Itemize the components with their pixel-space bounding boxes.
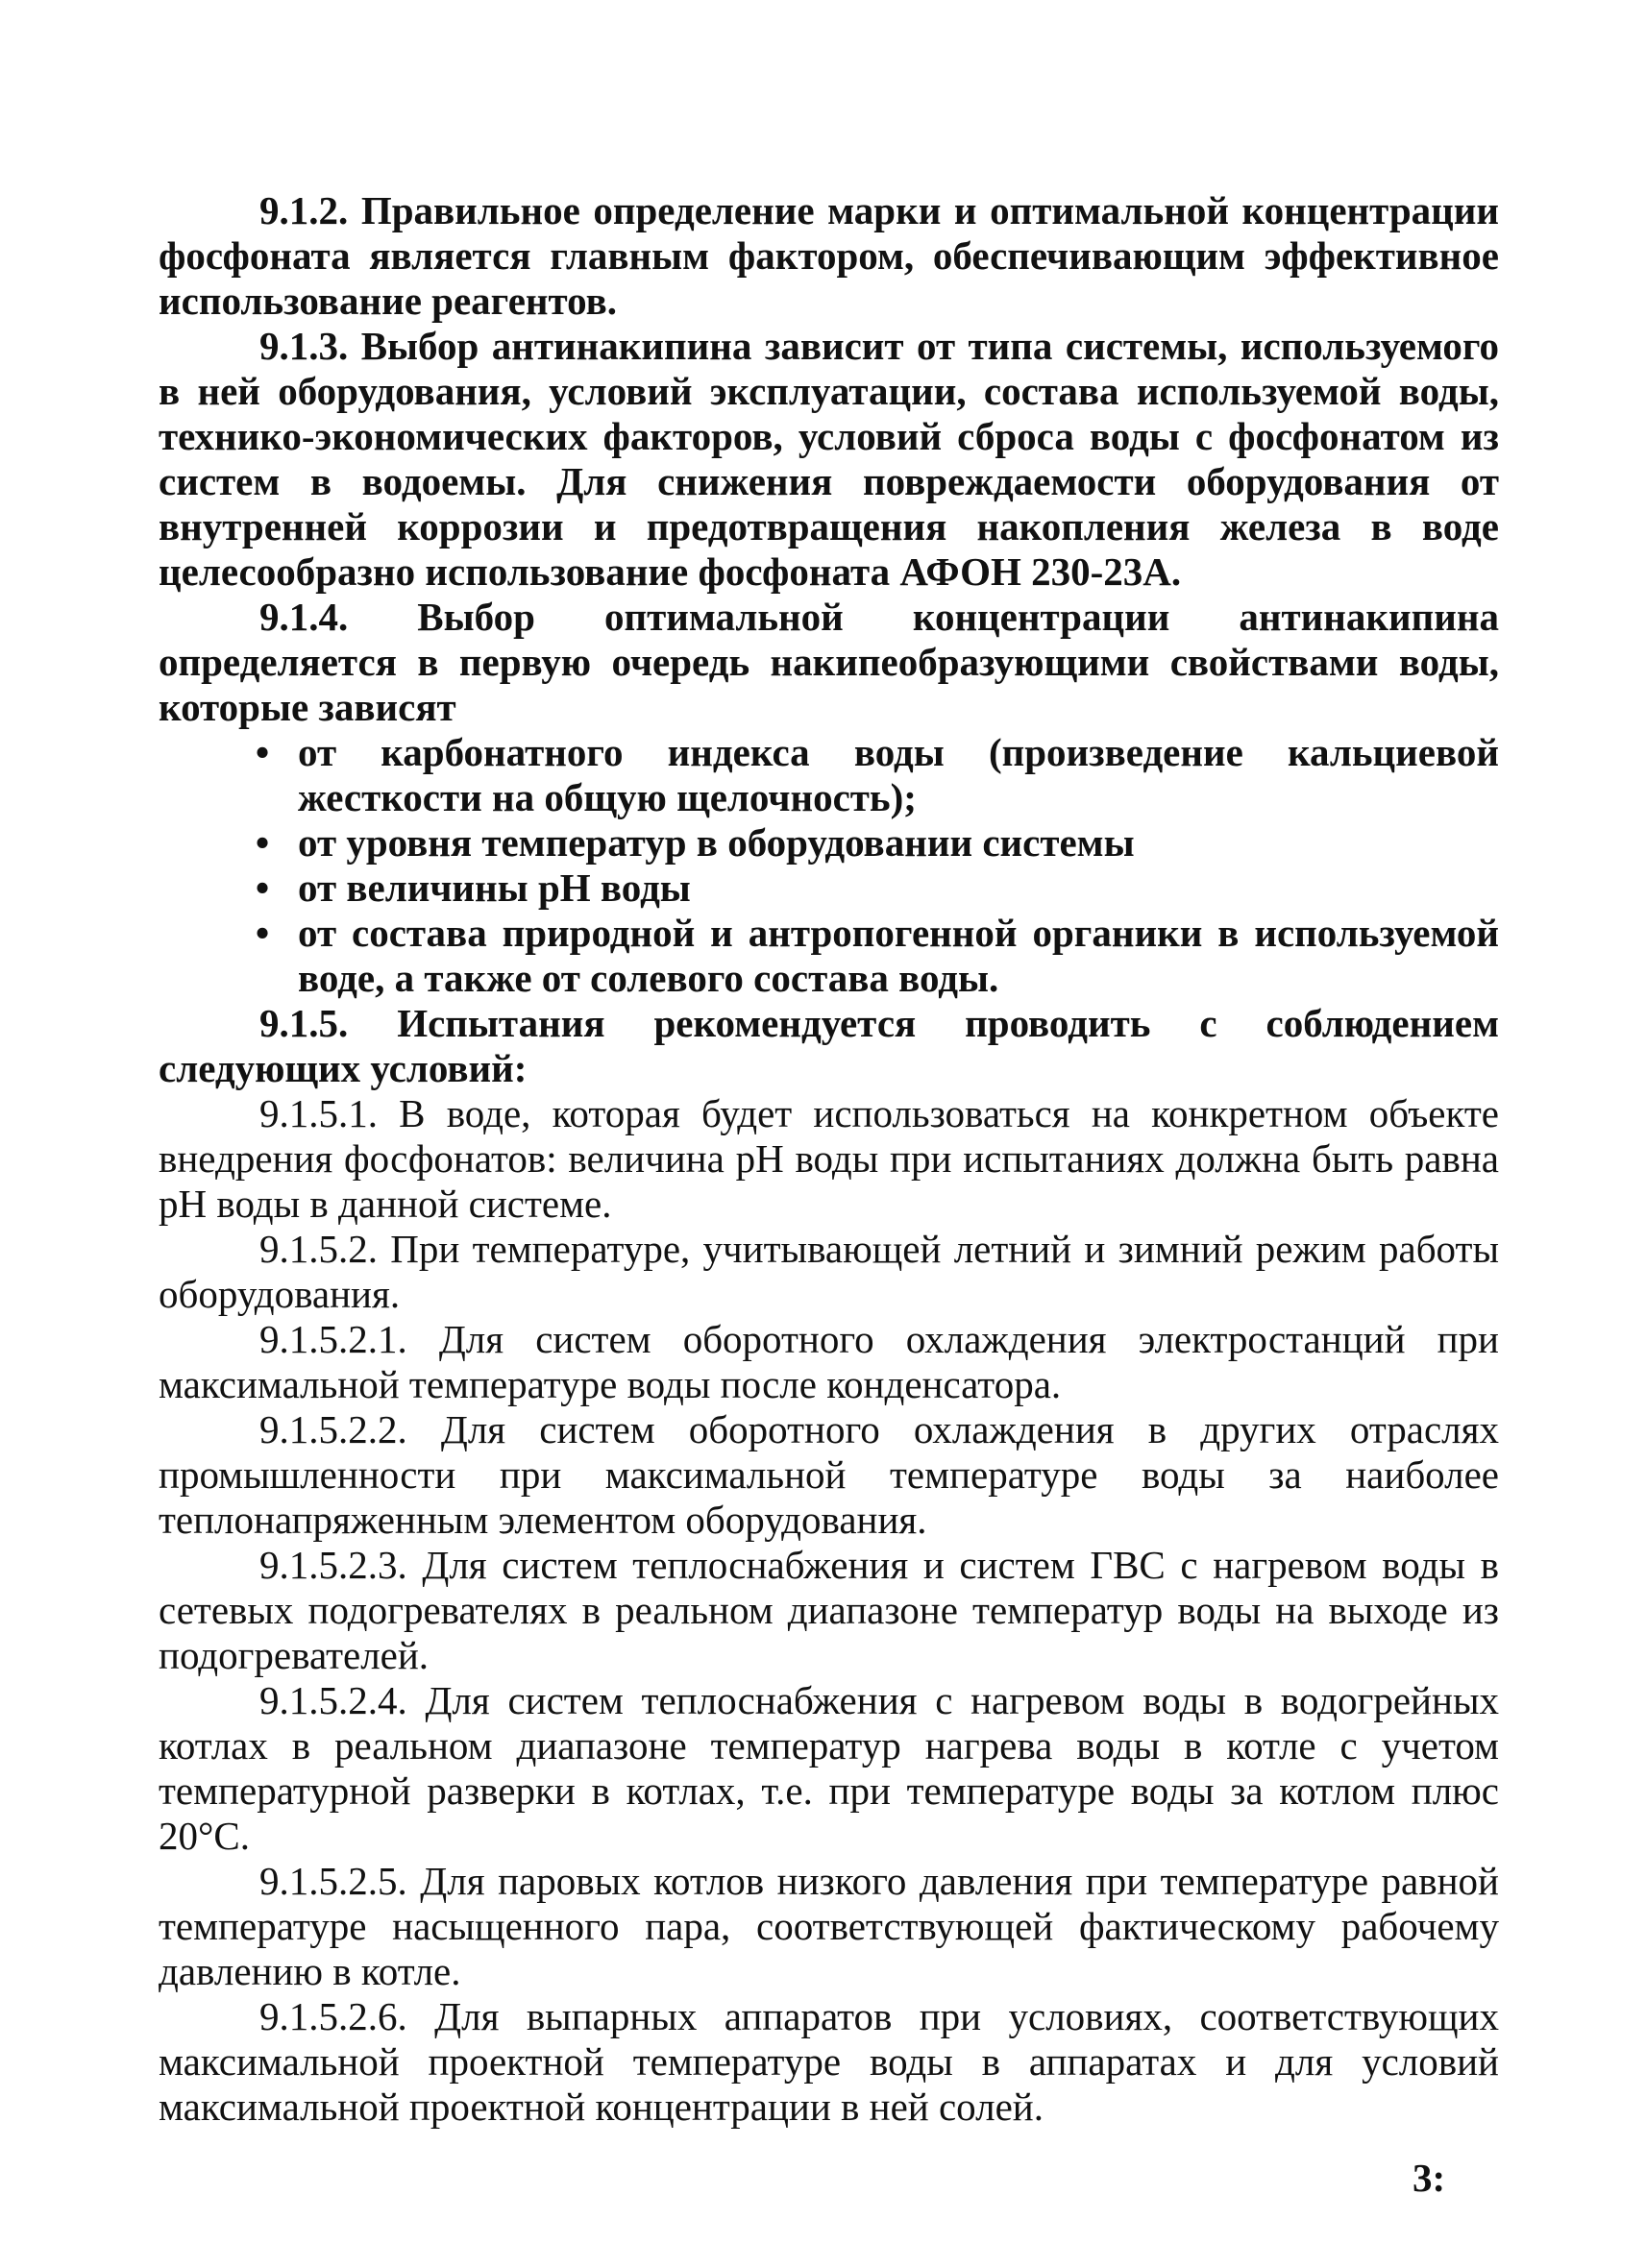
- paragraph-9-1-5-2: 9.1.5.2. При температуре, учитывающей летний и зимний режим работы оборудования.: [159, 1227, 1499, 1316]
- paragraph-9-1-5-2-4: 9.1.5.2.4. Для систем теплоснабжения с нагревом воды в водогрейных котлах в реальном диапазоне температур нагрева воды в котле с учетом температурной разверки в котлах, т.е. при температуре воды за котлом плюс 20°С.: [159, 1678, 1499, 1858]
- page-number: 3:: [1413, 2156, 1446, 2200]
- paragraph-9-1-5-2-3: 9.1.5.2.3. Для систем теплоснабжения и систем ГВС с нагревом воды в сетевых подогревателях в реальном диапазоне температур воды на выходе из подогревателей.: [159, 1543, 1499, 1677]
- paragraph-9-1-5: 9.1.5. Испытания рекомендуется проводить с соблюдением следующих условий:: [159, 1001, 1499, 1090]
- paragraph-9-1-5-2-6: 9.1.5.2.6. Для выпарных аппаратов при условиях, соответствующих максимальной проектной температуре воды в аппаратах и для условий максимальной проектной концентрации в ней солей.: [159, 1994, 1499, 2129]
- bullet-icon: •: [255, 820, 270, 865]
- list-item: [159, 730, 1499, 820]
- list-item-text: от состава природной и антропогенной органики в используемой воде, а также от солевого состава воды.: [298, 911, 1499, 1000]
- bullet-icon: •: [255, 911, 270, 955]
- paragraph-9-1-5-1: 9.1.5.1. В воде, которая будет использоваться на конкретном объекте внедрения фосфонатов: величина pH воды при испытаниях должна быть равна pH воды в данной системе.: [159, 1091, 1499, 1226]
- list-item-text: от карбонатного индекса воды (произведение кальциевой жесткости на общую щелочность);: [298, 730, 1499, 819]
- paragraph-9-1-4: 9.1.4. Выбор оптимальной концентрации антинакипина определяется в первую очередь накипеобразующими свойствами воды, которые зависят: [159, 595, 1499, 729]
- paragraph-9-1-5-2-2: 9.1.5.2.2. Для систем оборотного охлаждения в других отраслях промышленности при максимальной температуре воды за наиболее теплонапряженным элементом оборудования.: [159, 1407, 1499, 1542]
- list-item: [159, 911, 1499, 1001]
- list-item-text: от уровня температур в оборудовании системы: [298, 820, 1135, 865]
- document-page: [159, 188, 1499, 2130]
- bullet-icon: •: [255, 730, 270, 774]
- bullet-icon: •: [255, 866, 270, 910]
- list-item: [159, 820, 1499, 866]
- list-item: [159, 866, 1499, 911]
- paragraph-9-1-2: 9.1.2. Правильное определение марки и оптимальной концентрации фосфоната является главным фактором, обеспечивающим эффективное использование реагентов.: [159, 188, 1499, 323]
- paragraph-9-1-5-2-1: 9.1.5.2.1. Для систем оборотного охлаждения электростанций при максимальной температуре воды после конденсатора.: [159, 1317, 1499, 1406]
- paragraph-9-1-3: 9.1.3. Выбор антинакипина зависит от типа системы, используемого в ней оборудования, условий эксплуатации, состава используемой воды, технико-экономических факторов, условий сброса воды с фосфонатом из систем в водоемы. Для снижения повреждаемости оборудования от внутренней коррозии и предотвращения накопления железа в воде целесообразно использование фосфоната АФОН 230-23А.: [159, 324, 1499, 594]
- bullet-list: [159, 730, 1499, 1001]
- list-item-text: от величины pH воды: [298, 866, 691, 910]
- paragraph-9-1-5-2-5: 9.1.5.2.5. Для паровых котлов низкого давления при температуре равной температуре насыщенного пара, соответствующей фактическому рабочему давлению в котле.: [159, 1859, 1499, 1993]
